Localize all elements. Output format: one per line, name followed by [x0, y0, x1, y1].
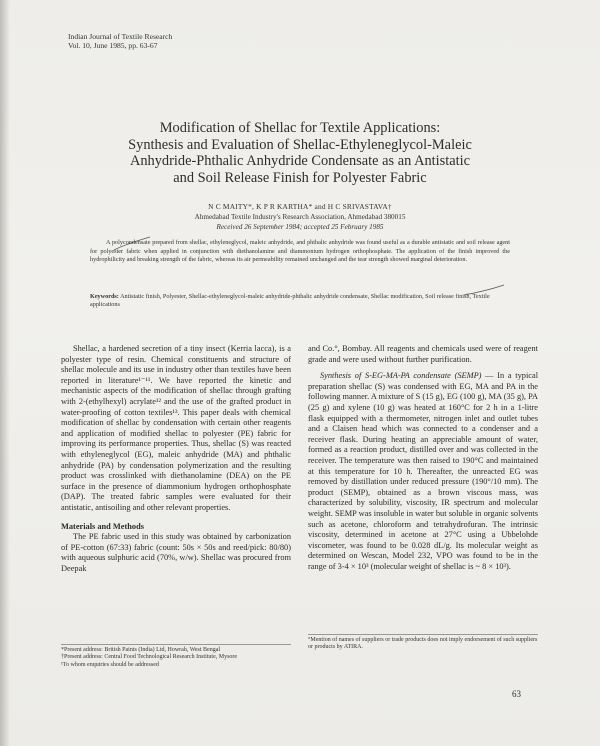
- footnotes-left: [61, 644, 291, 669]
- affiliation: Ahmedabad Textile Industry's Research Association, Ahmedabad 380015: [194, 213, 406, 221]
- footnote-1: *Present address: British Paints (India) Ltd, Howrah, West Bengal: [61, 647, 221, 653]
- footnote-supplier: °Mention of names of suppliers or trade products does not imply endorsement of such suppliers or products by ATIRA.: [308, 637, 538, 651]
- section-heading-materials: Materials and Methods: [61, 521, 144, 531]
- keywords-text: Antistatic finish, Polyester, Shellac-ethyleneglycol-maleic anhydride-phthalic anhydride condensate, Shellac modification, Soil release finish, Textile applications: [90, 293, 490, 309]
- article-title: [60, 120, 540, 186]
- synthesis-subheading: Synthesis of S-EG-MA-PA condensate (SEMP): [320, 371, 482, 381]
- footnote-2: †Present address: Central Food Technological Research Institute, Mysore: [61, 654, 238, 661]
- synthesis-paragraph: [308, 371, 538, 572]
- received-dates: Received 26 September 1984; accepted 25 February 1985: [216, 223, 384, 231]
- abstract: [90, 239, 510, 265]
- abstract-text: A polycondensate prepared from shellac, ethyleneglycol, maleic anhydride, and phthalic anhydride was found useful as a durable antistatic and soil release agent for polyester fabric when applied in conjunction with diethanolamine and diammonium hydrogen orthophosphate. The application of the finish improved the hydrophilicity and breaking strength of the fabric, whereas its air permeability remained unchanged and the tear strength showed marginal deterioration.: [90, 239, 510, 264]
- title-line-3: Anhydride-Phthalic Anhydride Condensate as an Antistatic: [129, 153, 471, 170]
- title-line-1: Modification of Shellac for Textile Applications:: [159, 120, 441, 136]
- journal-volume: Vol. 10, June 1985, pp. 63-67: [68, 41, 158, 50]
- intro-paragraph: Shellac, a hardened secretion of a tiny insect (Kerria lacca), is a polyester type of resin. Chemical constituents and structure of shellac molecule and its use in industry other than textiles have been reported in literature¹⁻¹¹. We have reported the kinetic and mechanistic aspects of the modification of shellac through grafting with 2-(ethylhexyl) acrylate¹² and the use of the grafted product in water-proofing of cotton textiles¹³. This paper deals with chemical modification of shellac by condensation with certain other reagents and application of modified shellac to polyester (PE) fabric for improving its performance properties. Thus, shellac (S) was reacted with ethyleneglycol (EG), maleic anhydride (MA) and phthalic anhydride (PA) by condensation polymerization and the resulting product was crosslinked with diethanolamine (DEA) on the PE surface in the presence of diammonium hydrogen orthophosphate (DAP). The treated fabric samples were evaluated for their antistatic, antisoiling and other relevant properties.: [61, 344, 291, 512]
- page-number: 63: [512, 689, 521, 699]
- right-column: [308, 344, 538, 572]
- keywords: [90, 293, 510, 310]
- synthesis-text: — In a typical preparation shellac (S) was condensed with EG, MA and PA in the following manner. A mixture of S (15 g), EG (100 g), MA (35 g), PA (25 g) and xylene (10 g) was heated at 160°C for 2 h in a 1-litre flask equipped with a thermometer, nitrogen inlet and outlet tubes and a Claisen head which was connected to a condenser and a receiver flask. During heating an appreciable amount of water, formed as a reaction product, distilled over and was collected in the receiver. The temperature was then raised to 190°C and maintained at this temperature for 10 h. Thereafter, the unreacted EG was removed by distillation under reduced pressure (190°/10 mm). The product (SEMP), obtained as a brown viscous mass, was characterized by solubility, viscosity, IR spectrum and molecular weight. SEMP was insoluble in water but soluble in organic solvents such as acetone, chloroform and tetrahydrofuran. The intrinsic viscosity, determined in acetone at 27°C using a Ubbelohde viscometer, was found to be 0.028 dL/g. Its molecular weight as determined on Wescan, Model 232, VPO was found to be in the range of 3-4 × 10³ (molecular weight of shellac is ~ 8 × 10³).: [308, 371, 539, 571]
- methods-paragraph: The PE fabric used in this study was obtained by carbonization of PE-cotton (67:33) fabric (count: 50s × 50s and reed/pick: 80/80) with aqueous sulphuric acid (70%, w/w). Shellac was procured from Deepak: [61, 532, 291, 573]
- journal-name: Indian Journal of Textile Research: [68, 32, 173, 41]
- scan-edge-shadow: [0, 0, 10, 746]
- authors: N C MAITY*, K P R KARTHA* and H C SRIVASTAVA†: [208, 202, 392, 211]
- footnote-3: ¹To whom enquiries should be addressed: [61, 661, 159, 668]
- left-column: [61, 344, 291, 574]
- journal-header: [68, 32, 172, 50]
- supplier-paragraph: and Co.°, Bombay. All reagents and chemicals used were of reagent grade and were used without further purification.: [308, 344, 538, 364]
- keywords-label: Keywords:: [90, 293, 119, 300]
- title-line-2: Synthesis and Evaluation of Shellac-Ethyleneglycol-Maleic: [128, 136, 472, 153]
- title-line-4: and Soil Release Finish for Polyester Fabric: [173, 169, 427, 186]
- footnote-right: [308, 634, 538, 652]
